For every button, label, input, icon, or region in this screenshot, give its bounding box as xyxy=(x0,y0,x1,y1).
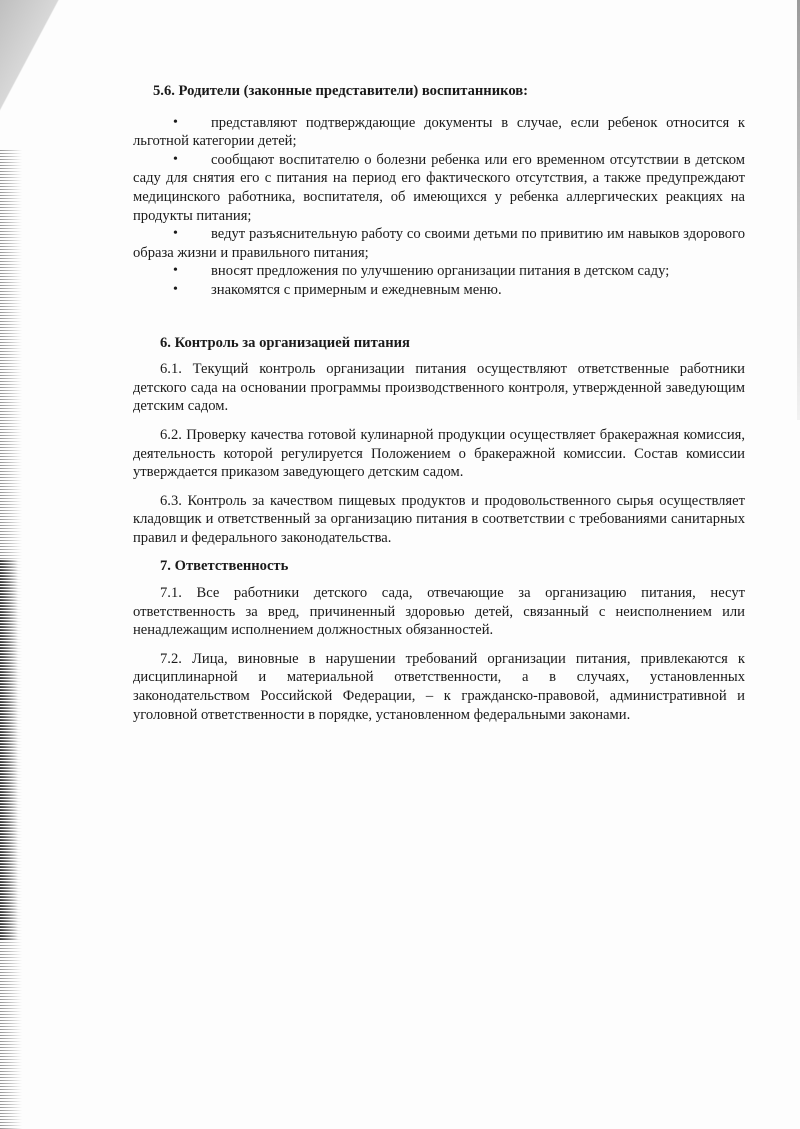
document-page xyxy=(133,82,745,734)
scan-corner-shadow xyxy=(0,0,70,140)
section-7-heading: 7. Ответственность xyxy=(160,558,289,575)
list-item-text: ведут разъяснительную работу со своими детьми по привитию им навыков здорового образа жизни и правильного питания; xyxy=(133,226,745,261)
bullet-icon: • xyxy=(173,151,178,167)
paragraph-7-2: 7.2. Лица, виновные в нарушении требований организации питания, привлекаются к дисциплинарной и материальной ответственности, а в случаях, установленных законодательством Российской Федерации, – к гражданско-правовой, административной и уголовной ответственности в порядке, установленном федеральными законами. xyxy=(133,650,745,723)
section-6-heading: 6. Контроль за организацией питания xyxy=(160,334,410,351)
list-item-text: представляют подтверждающие документы в случае, если ребенок относится к льготной категории детей; xyxy=(133,114,745,150)
list-item xyxy=(133,151,745,225)
list-item xyxy=(133,225,745,262)
section-5-6 xyxy=(133,82,745,300)
bullet-icon: • xyxy=(173,281,178,297)
section-7 xyxy=(133,557,745,724)
list-item xyxy=(133,281,745,300)
paragraph-6-1: 6.1. Текущий контроль организации питания осуществляют ответственные работники детского сада на основании программы производственного контроля, утвержденной заведующим детским садом. xyxy=(133,361,745,415)
scan-left-edge-dark xyxy=(0,560,18,940)
list-item xyxy=(133,114,745,151)
list-item xyxy=(133,262,745,281)
list-item-text: сообщают воспитателю о болезни ребенка или его временном отсутствии в детском саду для снятия его с питания на период его фактического отсутствия, а также предупреждают медицинского работника, воспитателя, об имеющихся у ребенка аллергических реакциях на продукты питания; xyxy=(133,151,745,224)
paragraph-7-1: 7.1. Все работники детского сада, отвечающие за организацию питания, несут ответственность за вред, причиненный здоровью детей, связанный с неисполнением или ненадлежащим исполнением должностных обязанностей. xyxy=(133,585,745,639)
list-item-text: вносят предложения по улучшению организации питания в детском саду; xyxy=(211,263,670,280)
section-6 xyxy=(133,334,745,548)
bullet-icon: • xyxy=(173,226,178,242)
parents-duties-list xyxy=(133,114,745,300)
bullet-icon: • xyxy=(173,263,178,279)
bullet-icon: • xyxy=(173,114,178,130)
section-5-6-heading: 5.6. Родители (законные представители) воспитанников: xyxy=(153,83,529,99)
list-item-text: знакомятся с примерным и ежедневным меню. xyxy=(211,281,502,298)
paragraph-6-2: 6.2. Проверку качества готовой кулинарной продукции осуществляет бракеражная комиссия, деятельность которой регулируется Положением о бракеражной комиссии. Состав комиссии утверждается приказом заведующего детским садом. xyxy=(133,426,745,481)
paragraph-6-3: 6.3. Контроль за качеством пищевых продуктов и продовольственного сырья осуществляет кладовщик и ответственный за организацию питания в соответствии с требованиями санитарных правил и федерального законодательства. xyxy=(133,492,745,546)
